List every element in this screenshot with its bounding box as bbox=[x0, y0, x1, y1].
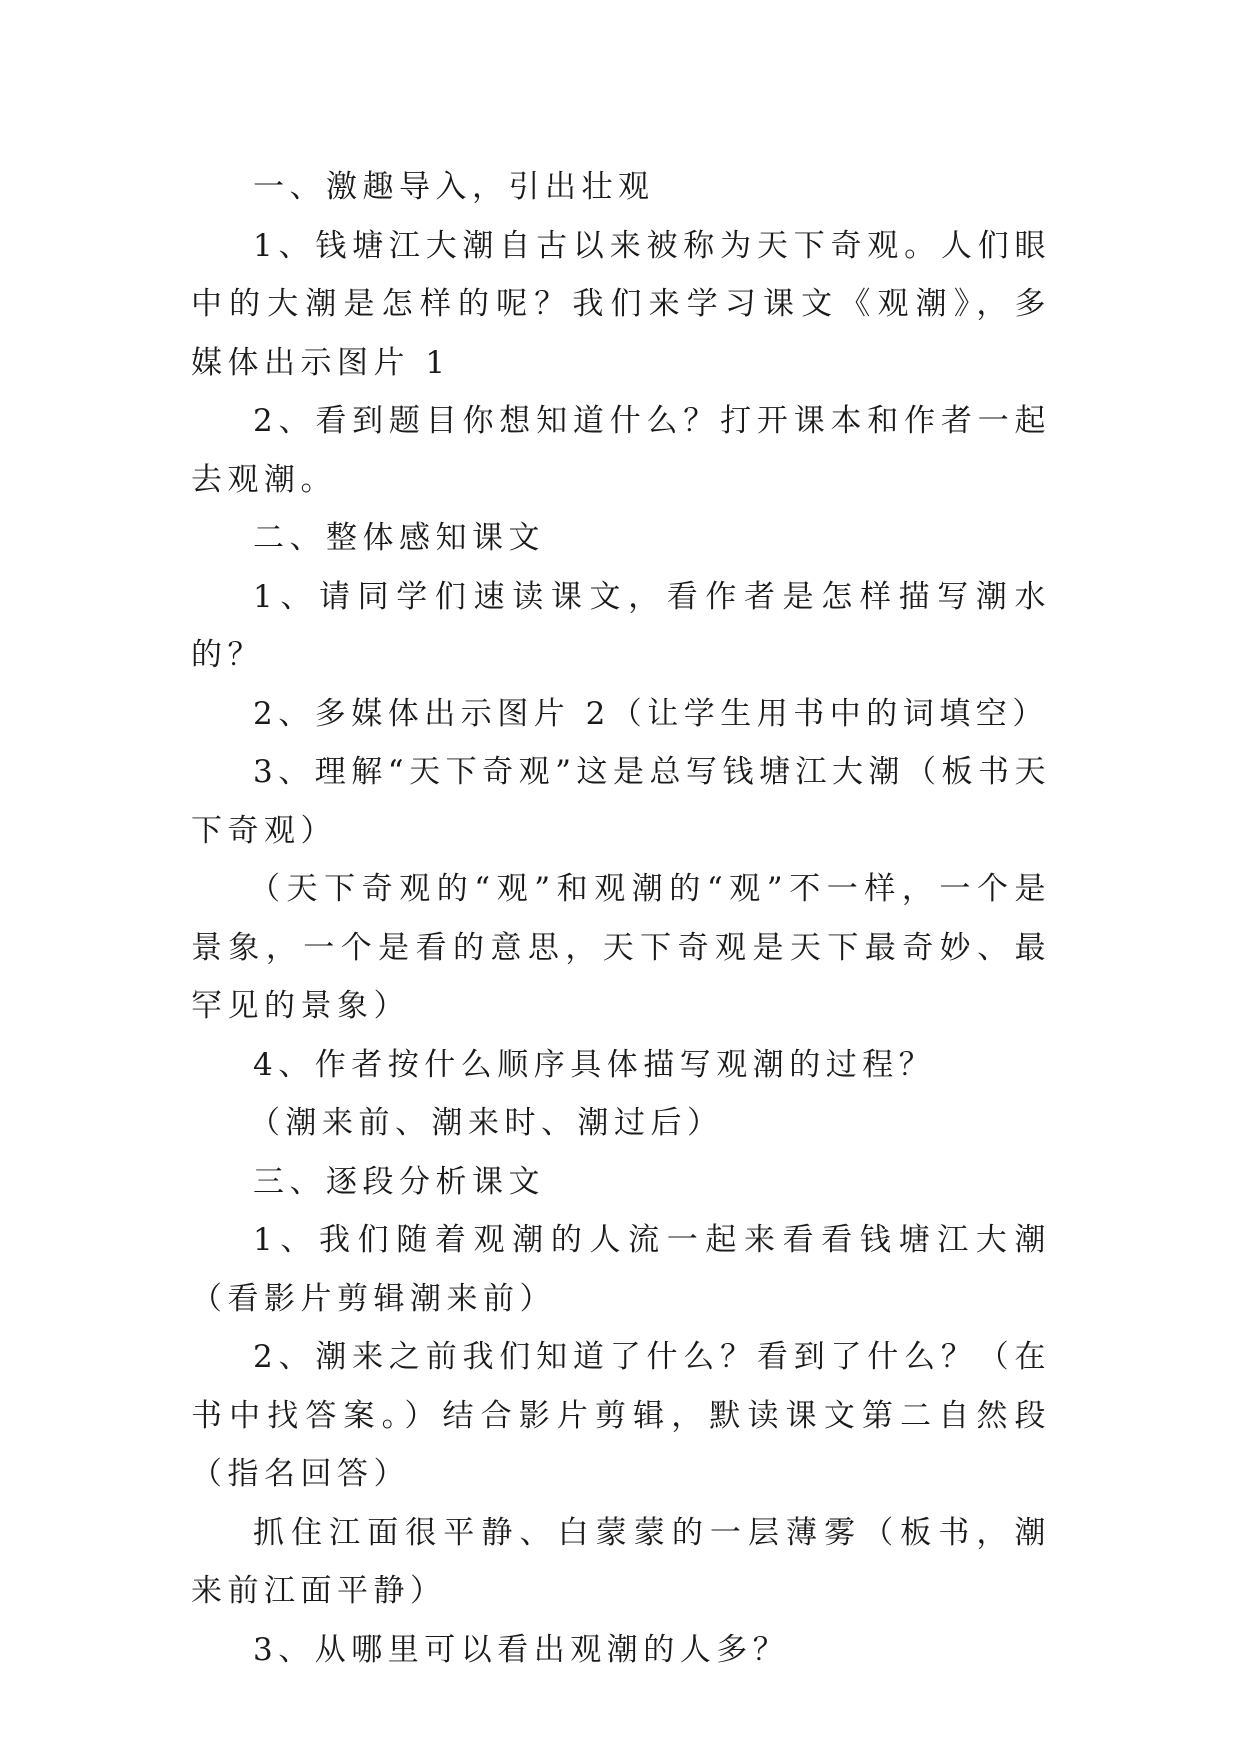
paragraph-2-2: 2、多媒体出示图片 2（让学生用书中的词填空） bbox=[253, 695, 1049, 732]
paragraph-2-4: 4、作者按什么顺序具体描写观潮的过程？ bbox=[253, 1046, 936, 1083]
paragraph-2-3-note: （天下奇观的“观”和观潮的“观”不一样，一个是景象，一个是看的意思，天下奇观是天下最奇妙、最罕见的景象） bbox=[191, 871, 1051, 1024]
paragraph-3-1: 1、我们随着观潮的人流一起来看看钱塘江大潮（看影片剪辑潮来前） bbox=[191, 1222, 1051, 1317]
document-body bbox=[191, 158, 1051, 1679]
paragraph-2-3: 3、理解“天下奇观”这是总写钱塘江大潮（板书天下奇观） bbox=[191, 754, 1051, 849]
paragraph-3-2: 2、潮来之前我们知道了什么？看到了什么？（在书中找答案。）结合影片剪辑，默读课文第二自然段（指名回答） bbox=[191, 1339, 1051, 1492]
section-heading-3: 三、逐段分析课文 bbox=[253, 1163, 545, 1200]
paragraph-1-1: 1、钱塘江大潮自古以来被称为天下奇观。人们眼中的大潮是怎样的呢？我们来学习课文《观潮》，多媒体出示图片 1 bbox=[191, 227, 1051, 381]
paragraph-3-2-note: 抓住江面很平静、白蒙蒙的一层薄雾（板书，潮来前江面平静） bbox=[191, 1514, 1051, 1609]
paragraph-2-1: 1、请同学们速读课文，看作者是怎样描写潮水的？ bbox=[191, 578, 1051, 673]
paragraph-3-3: 3、从哪里可以看出观潮的人多？ bbox=[253, 1631, 790, 1668]
section-heading-1: 一、激趣导入，引出壮观 bbox=[253, 169, 655, 205]
paragraph-2-4-note: （潮来前、潮来时、潮过后） bbox=[249, 1105, 724, 1141]
paragraph-1-2: 2、看到题目你想知道什么？打开课本和作者一起去观潮。 bbox=[191, 403, 1051, 498]
section-heading-2: 二、整体感知课文 bbox=[253, 520, 545, 556]
